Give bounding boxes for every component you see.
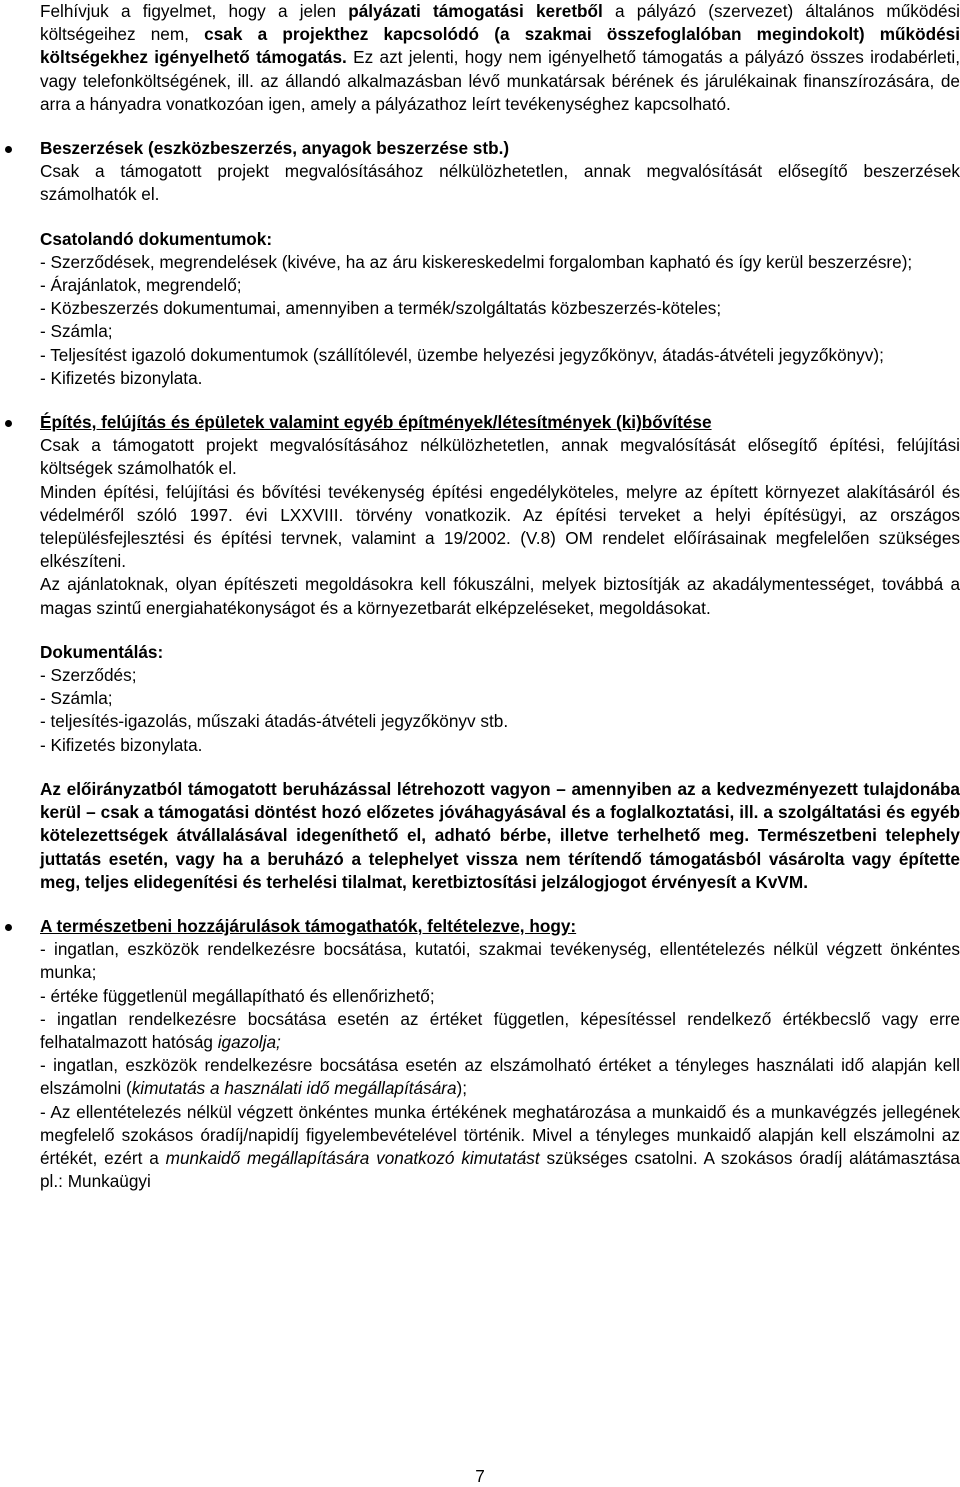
epites-heading: Építés, felújítás és épületek valamint egyéb építmények/létesítmények (ki)bővítése: [40, 411, 960, 434]
beszerzes-doc-item: - Árajánlatok, megrendelő;: [40, 275, 242, 296]
epites-text-2: Minden építési, felújítási és bővítési tevékenység építési engedélyköteles, melyre az épített környezet alakításáról és védelméről szóló 1997. évi LXXVIII. törvény vonatkozik. Az építési terveket a helyi építésügyi, az országos településfejlesztési és építési tervnek, valamint a 19/2002. (V.8) OM rendelet előírásainak megfelelően szükséges elkészíteni.: [40, 481, 960, 572]
termeszetbeni-heading: A természetbeni hozzájárulások támogathatók, feltételezve, hogy:: [40, 915, 960, 938]
beszerzes-docs-heading: Csatolandó dokumentumok:: [40, 228, 273, 249]
termeszetbeni-item: - ingatlan, eszközök rendelkezésre bocsátása, kutatói, szakmai tevékenység, ellentételezés nélkül végzett önkéntes munka;: [40, 939, 960, 983]
epites-doc-item: - teljesítés-igazolás, műszaki átadás-átvételi jegyzőkönyv stb.: [40, 711, 509, 732]
epites-text-3: Az ajánlatoknak, olyan építészeti megoldásokra kell fókuszálni, melyek biztosítják az akadálymentességet, továbbá a magas szintű energiahatékonyságot és a környezetbarát elképzeléseket, megoldásokat.: [40, 574, 960, 618]
page-number: 7: [475, 1466, 485, 1486]
bullet-icon: [5, 146, 12, 153]
epites-doc-item: - Kifizetés bizonylata.: [40, 734, 203, 755]
intro-paragraph: Felhívjuk a figyelmet, hogy a jelen pályázati támogatási keretből a pályázó (szervezet) általános működési költségeihez nem, csak a projekthez kapcsolódó (a szakmai összefoglalóban megindokolt) működési költségekhez igényelhető támogatás. Ez azt jelenti, hogy nem igényelhető támogatás a pályázó összes irodabérleti, vagy telefonköltségének, ill. az állandó alkalmazásban lévő munkatársak bérének és járulékainak finanszírozására, de arra a hányadra vonatkozóan igen, amely a pályázathoz leírt tevékenységhez kapcsolható.: [40, 1, 960, 114]
vagyon-note: Az előirányzatból támogatott beruházással létrehozott vagyon – amennyiben az a kedvezményezett tulajdonába kerül – csak a támogatási döntést hozó előzetes jóváhagyásával és a foglalkoztatási, ill. a szolgáltatási és egyéb kötelezettségek átvállalásával idegeníthető el, adható bérbe, illetve terhelhető meg. Természetbeni telephely juttatás esetén, vagy ha a beruházó a telephelyet vissza nem térítendő támogatásból vásárolta vagy építette meg, teljes elidegenítési és terhelési tilalmat, keretbiztosítási jelzálogjogot érvényesít a KvVM.: [40, 778, 960, 892]
epites-doc-item: - Számla;: [40, 688, 113, 709]
beszerzes-doc-item: - Teljesítést igazoló dokumentumok (szállítólevél, üzembe helyezési jegyzőkönyv, átadás-átvételi jegyzőkönyv);: [40, 344, 884, 365]
beszerzes-heading: Beszerzések (eszközbeszerzés, anyagok beszerzése stb.): [40, 137, 960, 160]
termeszetbeni-item: - Az ellentételezés nélkül végzett önkéntes munka értékének meghatározása a munkaidő és a munkavégzés jellegének megfelelő szokásos óradíj/napidíj figyelembevételével történik. Mivel a tényleges munkaidő alapján kell elszámolni az értékét, ezért a munkaidő megállapítására vonatkozó kimutatást szükséges csatolni. A szokásos óradíj alátámasztása pl.: Munkaügyi: [40, 1101, 960, 1192]
beszerzes-doc-item: - Közbeszerzés dokumentumai, amennyiben a termék/szolgáltatás közbeszerzés-köteles;: [40, 298, 722, 319]
epites-docs-heading: Dokumentálás:: [40, 641, 164, 662]
beszerzes-doc-item: - Számla;: [40, 321, 113, 342]
beszerzes-doc-item: - Szerződések, megrendelések (kivéve, ha az áru kiskereskedelmi forgalomban kapható és így kerül beszerzésre);: [40, 251, 913, 272]
bullet-icon: [5, 420, 12, 427]
epites-doc-item: - Szerződés;: [40, 665, 137, 686]
beszerzes-doc-item: - Kifizetés bizonylata.: [40, 367, 203, 388]
document-page: [40, 0, 960, 1193]
termeszetbeni-item: - ingatlan, eszközök rendelkezésre bocsátása esetén az elszámolható értéket a tényleges használati idő alapján kell elszámolni (kimutatás a használati idő megállapítására);: [40, 1055, 960, 1099]
bullet-icon: [5, 924, 12, 931]
termeszetbeni-item: - ingatlan rendelkezésre bocsátása esetén az értéket független, képesítéssel rendelkező értékbecslő vagy erre felhatalmazott hatóság igazolja;: [40, 1008, 960, 1052]
epites-text-1: Csak a támogatott projekt megvalósításához nélkülözhetetlen, annak megvalósítását elősegítő építési, felújítási költségek számolhatók el.: [40, 435, 960, 479]
beszerzes-text: Csak a támogatott projekt megvalósításához nélkülözhetetlen, annak megvalósítását elősegítő beszerzések számolhatók el.: [40, 161, 960, 205]
termeszetbeni-item: - értéke függetlenül megállapítható és ellenőrizhető;: [40, 985, 435, 1006]
